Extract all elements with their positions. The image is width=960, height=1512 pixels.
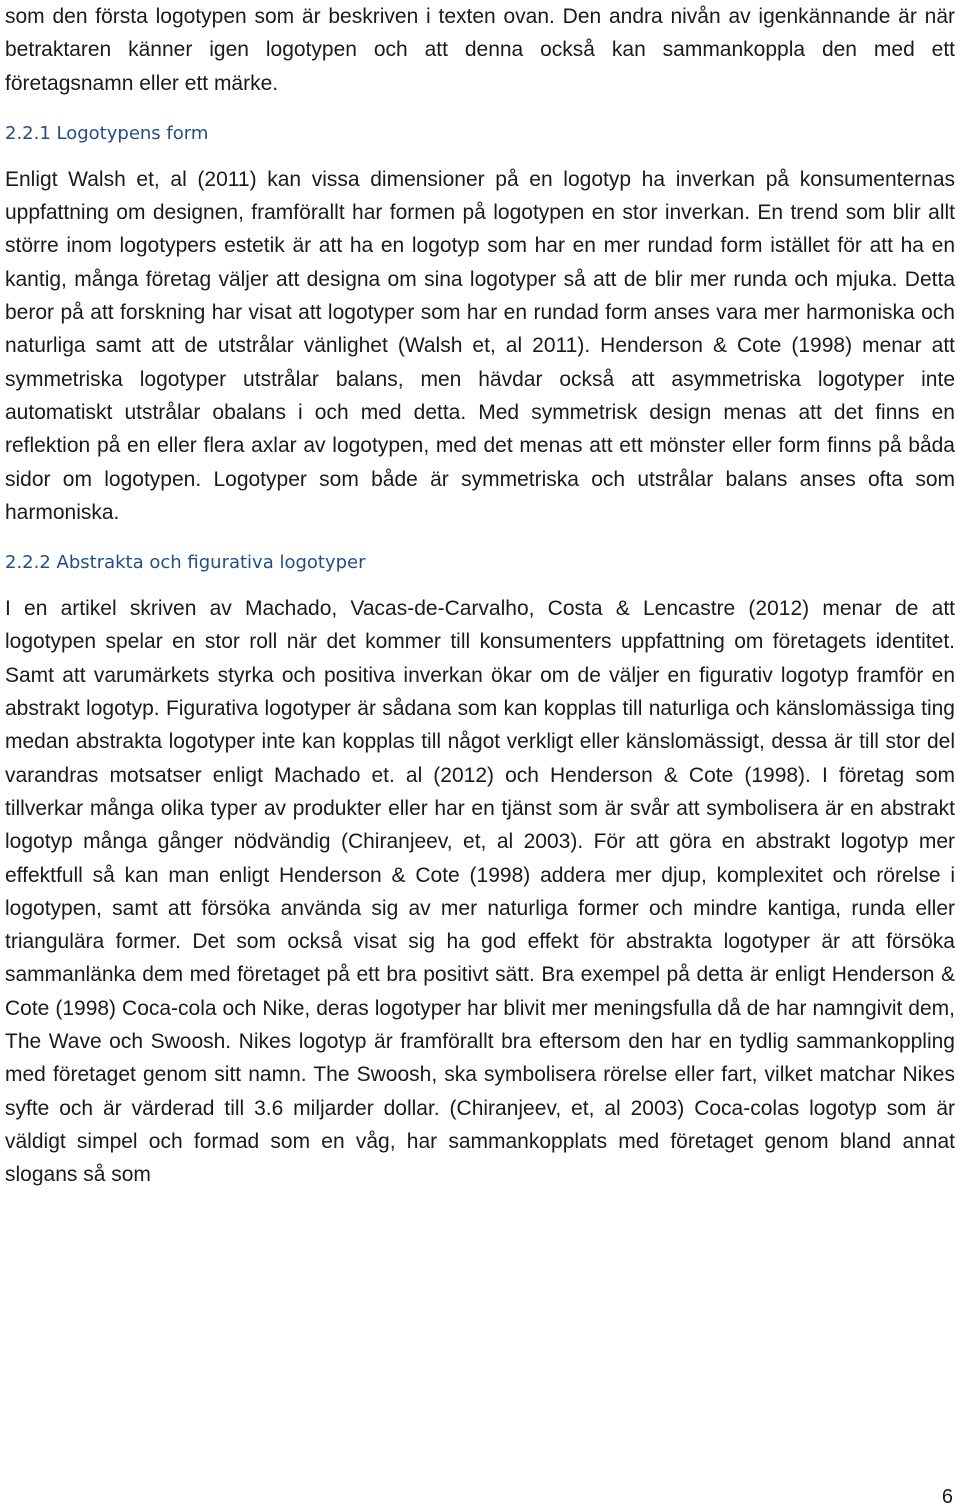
section-paragraph-abstrakta-figurativa: I en artikel skriven av Machado, Vacas-de-Carvalho, Costa & Lencastre (2012) menar de att logotypen spelar en stor roll när det kommer till konsumenters uppfattning om företagets identitet. Samt att varumärkets styrka och positiva inverkan ökar om de väljer en figurativ logotyp framför en abstrakt logotyp. Figurativa logotyper är sådana som kan kopplas till naturliga och känslomässiga ting medan abstrakta logotyper inte kan kopplas till något verkligt eller känslomässigt, dessa är till stor del varandras motsatser enligt Machado et. al (2012) och Henderson & Cote (1998). I företag som tillverkar många olika typer av produkter eller har en tjänst som är svår att symbolisera är en abstrakt logotyp många gånger nödvändig (Chiranjeev, et, al 2003). För att göra en abstrakt logotyp mer effektfull så kan man enligt Henderson & Cote (1998) addera mer djup, komplexitet och rörelse i logotypen, samt att försöka använda sig av mer naturliga former och mindre kantiga, runda eller triangulära former. Det som också visat sig ha god effekt för abstrakta logotyper är att försöka sammanlänka dem med företaget på ett bra positivt sätt. Bra exempel på detta är enligt Henderson & Cote (1998) Coca-cola och Nike, deras logotyper har blivit mer meningsfulla då de har namngivit dem, The Wave och Swoosh. Nikes logotyp är framförallt bra eftersom den har en tydlig sammankoppling med företaget genom sitt namn. The Swoosh, ska symbolisera rörelse eller fart, vilket matchar Nikes syfte och är värderad till 3.6 miljarder dollar. (Chiranjeev, et, al 2003) Coca-colas logotyp som är väldigt simpel och formad som en våg, har sammankopplats med företaget genom bland annat slogans så som — [5, 597, 955, 1187]
section-heading-logotypens-form: 2.2.1 Logotypens form — [5, 122, 209, 144]
document-page — [5, 0, 955, 1192]
page-number: 6 — [941, 1486, 953, 1508]
section-paragraph-logotypens-form: Enligt Walsh et, al (2011) kan vissa dimensioner på en logotyp ha inverkan på konsumenternas uppfattning om designen, framförallt har formen på logotypen en stor inverkan. En trend som blir allt större inom logotypers estetik är att ha en logotyp som har en mer rundad form istället för att ha en kantig, många företag väljer att designa om sina logotyper så att de blir mer runda och mjuka. Detta beror på att forskning har visat att logotyper som har en rundad form anses vara mer harmoniska och naturliga samt att de utstrålar vänlighet (Walsh et, al 2011). Henderson & Cote (1998) menar att symmetriska logotyper utstrålar balans, men hävdar också att asymmetriska logotyper inte automatiskt utstrålar obalans i och med detta. Med symmetrisk design menas att det finns en reflektion på en eller flera axlar av logotypen, med det menas att ett mönster eller form finns på båda sidor om logotypen. Logotyper som både är symmetriska och utstrålar balans anses ofta som harmoniska. — [5, 167, 955, 524]
section-heading-abstrakta-figurativa: 2.2.2 Abstrakta och figurativa logotyper — [5, 552, 366, 574]
intro-paragraph: som den första logotypen som är beskriven i texten ovan. Den andra nivån av igenkännande är när betraktaren känner igen logotypen och att denna också kan sammankoppla den med ett företagsnamn eller ett märke. — [5, 5, 955, 95]
